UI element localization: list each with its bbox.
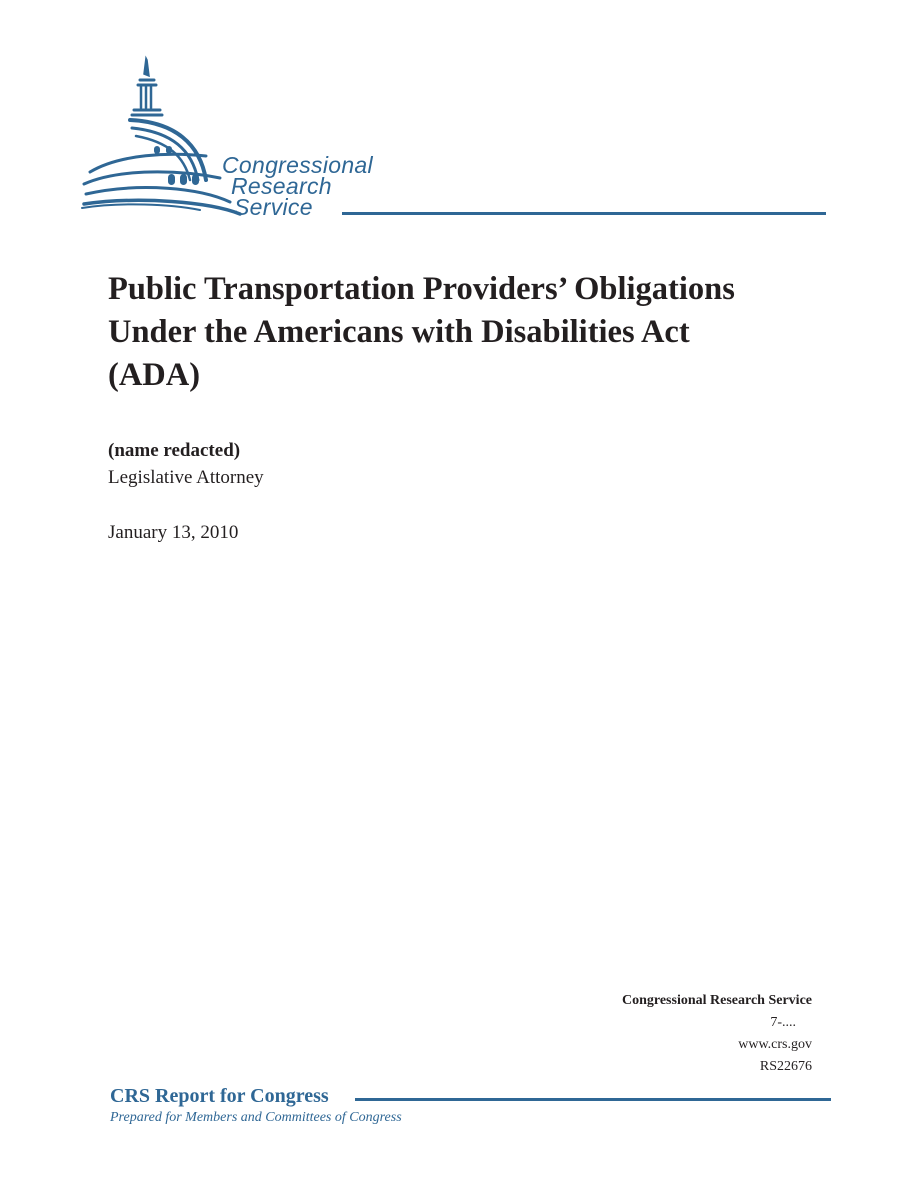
footer-title: CRS Report for Congress (110, 1085, 329, 1107)
crs-website: www.crs.gov (738, 1037, 812, 1052)
title-line-3: (ADA) (108, 357, 201, 393)
footer-rule (355, 1098, 831, 1101)
crs-info-block (622, 990, 812, 1078)
footer-subtitle: Prepared for Members and Committees of Congress (110, 1110, 402, 1125)
report-date: January 13, 2010 (108, 522, 239, 543)
crs-number: 7-.... (770, 1015, 796, 1030)
title-line-2: Under the Americans with Disabilities Act (108, 314, 690, 350)
crs-org-name: Congressional Research Service (621, 993, 812, 1008)
title-line-1: Public Transportation Providers’ Obligations (108, 271, 735, 307)
logo-wordmark (222, 152, 373, 220)
report-title (108, 268, 828, 397)
author-name: (name redacted) (108, 440, 241, 461)
report-id: RS22676 (759, 1059, 812, 1074)
logo-line-service: Service (234, 194, 313, 220)
logo-line-congressional: Congressional (222, 152, 373, 178)
header-rule (342, 212, 826, 215)
author-role: Legislative Attorney (108, 467, 264, 488)
logo-line-research: Research (231, 173, 332, 199)
